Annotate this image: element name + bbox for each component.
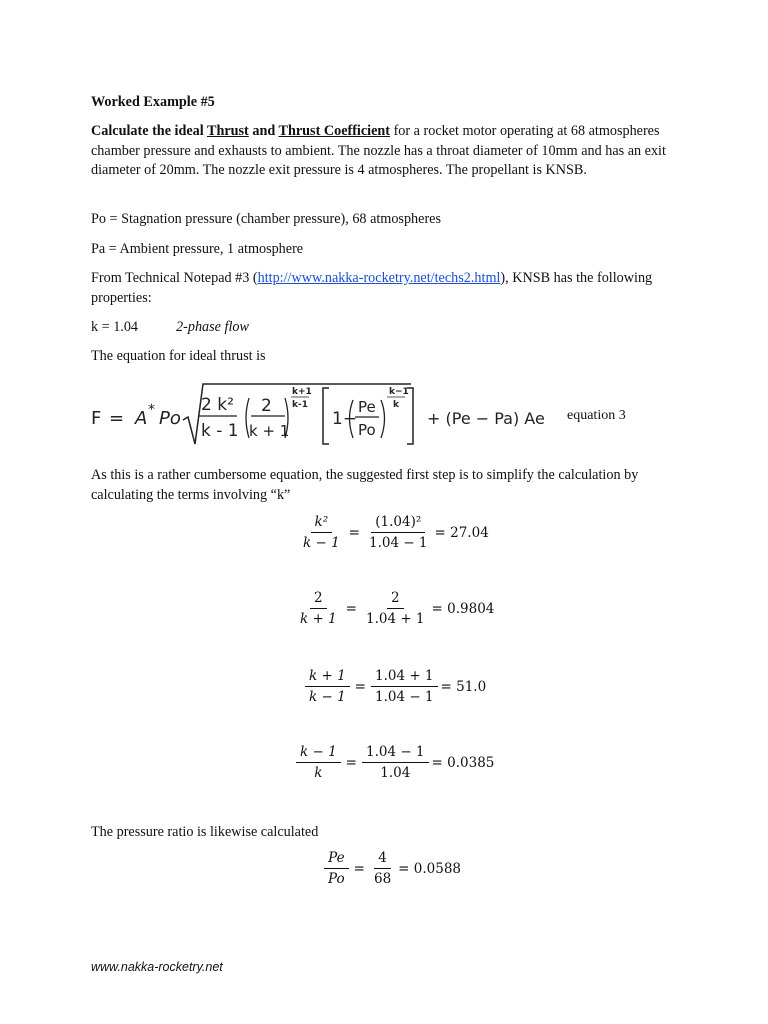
denominator: 1.04 bbox=[380, 765, 411, 781]
eq-Po-sub: Po bbox=[358, 421, 376, 439]
calc-row-two-over-k-plus-1: $\frac{2}{k + 1}$ = $\frac{2}{1.04 + 1}$ = 0.9804 bbox=[293, 590, 494, 627]
intro-lead: Calculate the ideal bbox=[91, 123, 207, 139]
numerator: (1.04)² bbox=[371, 514, 425, 533]
k-value: k = 1.04 bbox=[91, 319, 139, 335]
fraction-numeric bbox=[362, 590, 429, 627]
notepad-paragraph bbox=[91, 269, 681, 308]
fraction-numeric bbox=[365, 514, 432, 551]
denominator: k − 1 bbox=[303, 535, 340, 551]
calc-row-exponent-2: $\frac{k - 1}{k}$ = $\frac{1.04 - 1}{1.04}$ = 0.0385 bbox=[293, 744, 494, 781]
denominator: 1.04 + 1 bbox=[365, 611, 425, 627]
calc-row-k-squared: $\frac{\text{k²}}{k - 1}$ = $\frac{\text{(1.04)²}}{1.04 - 1}$ = 27.04 bbox=[296, 514, 489, 551]
numerator: k² bbox=[311, 514, 333, 533]
simplify-paragraph: As this is a rather cumbersome equation, the suggested first step is to simplify the calculation by calculating the terms involving “k” bbox=[91, 467, 639, 503]
result: = 27.04 bbox=[434, 524, 489, 541]
eq-exp-den: k-1 bbox=[292, 400, 308, 410]
notepad-before: From Technical Notepad #3 ( bbox=[91, 270, 258, 286]
denominator: 1.04 − 1 bbox=[368, 535, 428, 551]
eq-k+1: k + 1 bbox=[249, 422, 290, 440]
thrust-coefficient-term: Thrust Coefficient bbox=[278, 123, 391, 139]
eq-Po: Po bbox=[159, 408, 181, 429]
fraction-symbolic bbox=[296, 744, 341, 781]
fraction-symbolic bbox=[324, 850, 349, 887]
fraction-symbolic bbox=[305, 668, 350, 705]
eq-exp2-den: k bbox=[393, 400, 399, 410]
numerator: 1.04 + 1 bbox=[371, 668, 438, 687]
numerator: k + 1 bbox=[305, 668, 350, 687]
eq-F: F bbox=[91, 408, 102, 429]
fraction-numeric bbox=[362, 744, 429, 781]
numerator: 4 bbox=[374, 850, 391, 869]
equation-label: equation 3 bbox=[567, 408, 626, 423]
result: = 0.9804 bbox=[431, 600, 495, 617]
fraction-symbolic bbox=[296, 590, 341, 627]
fraction-numeric bbox=[371, 668, 438, 705]
footer-url: www.nakka-rocketry.net bbox=[91, 960, 223, 974]
denominator: k bbox=[314, 765, 323, 781]
denominator: 1.04 − 1 bbox=[374, 689, 434, 705]
intro-rest: for a rocket motor operating at 68 atmospheres chamber pressure and exhausts to ambient. The nozzle has a throat diameter of 10mm and has an exit diameter of 20mm. The nozzle exit pressure is 4 atmospheres. The propellant is KNSB. bbox=[91, 123, 666, 178]
numerator: 2 bbox=[387, 590, 404, 609]
eq-k-1: k - 1 bbox=[201, 421, 239, 441]
intro-and: and bbox=[248, 123, 279, 139]
eq-exp2-num: k−1 bbox=[389, 387, 409, 397]
denominator: k − 1 bbox=[309, 689, 346, 705]
eq-exp-num: k+1 bbox=[292, 387, 312, 397]
denominator: k + 1 bbox=[300, 611, 337, 627]
eq-two: 2 bbox=[261, 396, 272, 416]
eq-plus-term: + (Pe − Pa) Ae bbox=[427, 409, 545, 428]
result: = 0.0588 bbox=[398, 860, 462, 877]
numerator: 1.04 − 1 bbox=[362, 744, 429, 763]
calc-row-pressure-ratio: $\frac{Pe}{Po}$ = $\frac{4}{68}$ = 0.0588 bbox=[321, 850, 461, 887]
result: = 51.0 bbox=[440, 678, 487, 695]
fraction-numeric bbox=[370, 850, 395, 887]
eq-one-minus: 1− bbox=[332, 409, 358, 429]
eq-Pe: Pe bbox=[358, 398, 376, 416]
numerator: k − 1 bbox=[296, 744, 341, 763]
numerator: Pe bbox=[324, 850, 348, 869]
po-definition: Po = Stagnation pressure (chamber pressure), 68 atmospheres bbox=[91, 211, 441, 227]
k-flow-note: 2-phase flow bbox=[176, 319, 249, 335]
calc-row-exponent-1: $\frac{k + 1}{k - 1}$ = $\frac{1.04 + 1}{1.04 - 1}$ = 51.0 bbox=[302, 668, 486, 705]
page-title: Worked Example #5 bbox=[91, 94, 215, 110]
notepad-after: ), KNSB has the following properties: bbox=[91, 270, 653, 306]
fraction-symbolic bbox=[299, 514, 344, 551]
equation-intro: The equation for ideal thrust is bbox=[91, 348, 266, 364]
eq-equals: = bbox=[109, 408, 125, 429]
numerator: 2 bbox=[310, 590, 327, 609]
notepad-link[interactable]: http://www.nakka-rocketry.net/techs2.html bbox=[257, 270, 501, 286]
intro-paragraph bbox=[91, 122, 681, 181]
thrust-equation bbox=[91, 380, 651, 450]
pa-definition: Pa = Ambient pressure, 1 atmosphere bbox=[91, 241, 304, 257]
eq-A: A bbox=[135, 408, 148, 429]
result: = 0.0385 bbox=[431, 754, 495, 771]
eq-star: * bbox=[148, 402, 155, 418]
eq-2k2: 2 k² bbox=[201, 395, 234, 415]
pressure-ratio-intro: The pressure ratio is likewise calculated bbox=[91, 824, 319, 840]
denominator: Po bbox=[328, 871, 345, 887]
k-value-line bbox=[91, 318, 681, 338]
denominator: 68 bbox=[373, 871, 392, 887]
thrust-term: Thrust bbox=[207, 123, 249, 139]
